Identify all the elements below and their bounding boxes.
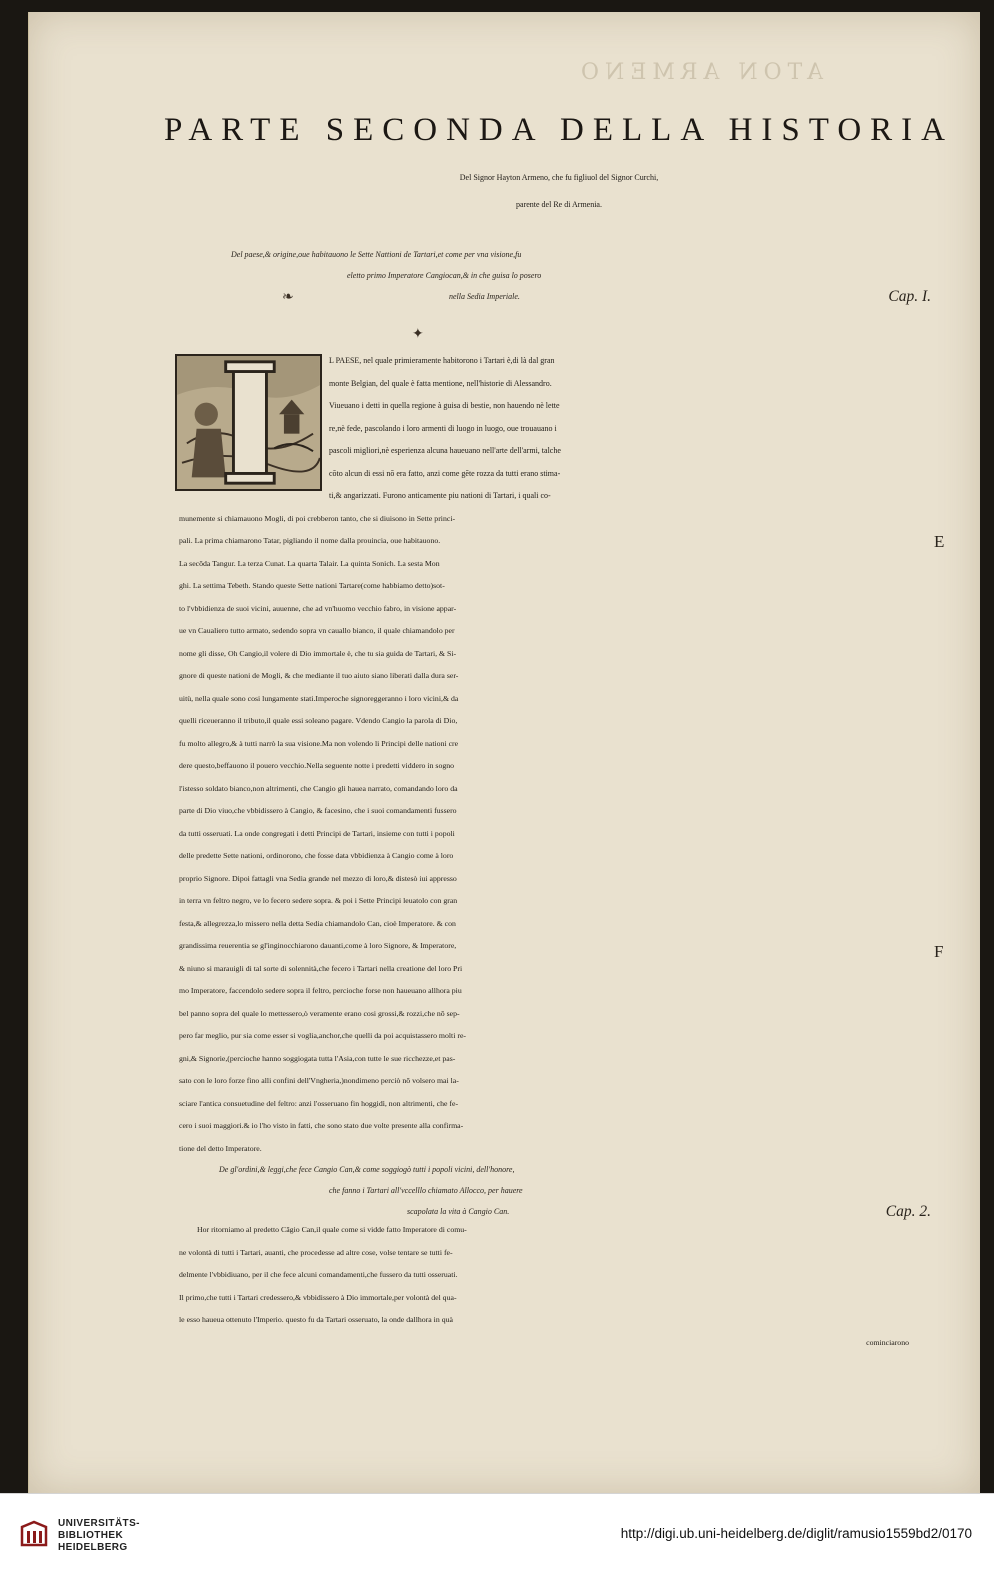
text-line: pero far meglio, pur sia come esser si voglia,anchor,che quelli da poi acquistassero molti re- [179, 1031, 466, 1040]
text-line: l'istesso soldato bianco,non altrimenti, che Cangio gli hauea narrato, comandando loro da [179, 783, 458, 793]
text-line: delmente l'vbbidiuano, per il che fece alcuni comandamenti,che fussero da tutti osseruati. [179, 1270, 458, 1279]
chapter-number: Cap. I. [888, 288, 931, 305]
subtitle-line: parente del Re di Armenia. [516, 200, 602, 209]
chapter-heading-line: Del paese,& origine,oue habitauono le Sette Nattioni de Tartari,et come per vna visione,fu [231, 250, 522, 259]
text-line: cero i suoi maggiori.& io l'ho visto in fatti, che sono stato due volte presente alla confirma- [179, 1121, 464, 1130]
margin-note: E [934, 532, 945, 551]
text-line: ti,& angarizzati. Furono anticamente piu nationi di Tartari, i quali co- [329, 491, 551, 500]
text-line: nome gli disse, Oh Cangio,il volere di Dio immortale è, che tu sia guida de Tartari, & Si- [179, 648, 457, 658]
text-line: to l'vbbidienza de suoi vicini, auuenne, che ad vn'huomo vecchio fabro, in visione appar- [179, 603, 457, 613]
library-name [58, 1518, 140, 1554]
chapter-2-heading [179, 1159, 949, 1222]
text-line: Hor ritorniamo al predetto Cāgio Can,il quale come si vidde fatto Imperatore di comu- [197, 1225, 467, 1234]
bleed-through-text: ATON ARMENO [575, 60, 823, 85]
text-line: quelli riceueranno il tributo,il quale essi soleano pagare. Vdendo Cangio la parola di Dio, [179, 716, 458, 725]
text-line: tione del detto Imperatore. [179, 1143, 262, 1153]
text-line: sciare l'antica consuetudine del feltro: anzi l'osseruano fin hoggidì, non altrimenti, che fe- [179, 1098, 459, 1108]
text-line: grandissima reuerentia se gl'inginocchiarono dauanti,come à loro Signore, & Imperatore, [179, 941, 457, 950]
text-line: ghi. La settima Tebeth. Stando queste Sette nationi Tartare(come habbiamo detto)sot- [179, 581, 445, 590]
text-line: Viueuano i detti in quella regione à guisa di bestie, non hauendo nè lette [329, 401, 560, 410]
text-line: parte di Dio viuo,che vbbidissero à Cangio, & facesino, che i suoi comandamenti fussero [179, 806, 457, 815]
text-line: monte Belgian, del quale è fatta mentione, nell'historie di Alessandro. [329, 378, 552, 388]
text-line: mo Imperatore, faccendolo sedere sopra il feltro, percioche forse non haueuano allhora piu [179, 986, 462, 995]
fleuron-ornament: ❧ [282, 289, 294, 305]
chapter-2-text [179, 1219, 949, 1354]
viewer-footer [0, 1493, 994, 1591]
chapter-heading-line: De gl'ordini,& leggi,che fece Cangio Can,& come soggiogò tutti i popoli vicini, dell'honore, [219, 1165, 515, 1174]
permalink-url[interactable]: http://digi.ub.uni-heidelberg.de/diglit/ramusio1559bd2/0170 [620, 1526, 972, 1541]
margin-note: F [934, 942, 944, 961]
text-line: munemente si chiamauono Mogli, di poi crebberon tanto, che si diuisono in Sette princi- [179, 513, 456, 523]
text-line: uitù, nella quale sono cosi lungamente stati.Imperoche signoreggeranno i loro vicini,& da [179, 693, 459, 703]
catchword: cominciarono [866, 1337, 909, 1347]
scanned-page [28, 12, 980, 1493]
library-name-line: UNIVERSITÄTS- [58, 1518, 140, 1529]
chapter-1-text [179, 350, 949, 1160]
text-line: Il primo,che tutti i Tartari credessero,& vbbidissero à Dio immortale,per volontà del qua- [179, 1292, 457, 1302]
subtitle [179, 164, 939, 218]
chapter-number: Cap. 2. [885, 1203, 931, 1220]
text-line: gni,& Signorie,(percioche hanno soggiogata tutta l'Asia,con tutte le sue ricchezze,et pas- [179, 1053, 456, 1063]
library-name-line: HEIDELBERG [58, 1542, 128, 1553]
text-line: pascoli migliori,nè esperienza alcuna haueuano nell'arte dell'armi, talche [329, 446, 561, 455]
fleuron-ornament: ✦ [412, 326, 424, 342]
text-line: da tutti osseruati. La onde congregati i detti Principi de Tartari, insieme con tutti i popoli [179, 828, 455, 838]
chapter-1-heading [179, 244, 949, 307]
text-line: proprio Signore. Dipoi fattagli vna Sedia grande nel mezzo di loro,& distesò iui appresso [179, 873, 457, 883]
text-line: delle predette Sette nationi, ordinorono, che fosse data vbbidienza à Cangio come à loro [179, 851, 454, 860]
text-line: cōto alcun di essi nō era fatto, anzi come gēte rozza da tutti erano stima- [329, 468, 561, 478]
text-line: ne volontà di tutti i Tartari, auanti, che procedesse ad altre cose, volse tentare se tutti fe- [179, 1247, 453, 1257]
text-line: festa,& allegrezza,lo missero nella detta Sedia chiamandolo Can, cioè Imperatore. & con [179, 918, 456, 928]
text-line: fu molto allegro,& à tutti narrò la sua visione.Ma non volendo li Principi delle nationi cre [179, 738, 459, 748]
text-line: dere questo,beffauono il pouero vecchio.Nella seguente notte i predetti viddero in sogno [179, 761, 455, 770]
text-line: ue vn Caualiero tutto armato, sedendo sopra vn cauallo bianco, il quale chiamandolo per [179, 626, 455, 635]
text-line: sato con le loro forze fino alli confini dell'Vngheria,)nondimeno perciò nō volsero mai la- [179, 1076, 459, 1085]
text-line: re,nè fede, pascolando i loro armenti di luogo in luogo, oue trouauano i [329, 423, 557, 433]
text-line: pali. La prima chiamarono Tatar, pigliando il nome dalla prouincia, oue habitauono. [179, 536, 441, 545]
chapter-heading-line: scapolata la vita à Cangio Can. [407, 1207, 510, 1216]
chapter-heading-line: nella Sedia Imperiale. [449, 292, 520, 301]
text-line: le esso haueua ottenuto l'Imperio. questo fu da Tartari osseruato, la onde dallhora in quà [179, 1315, 453, 1324]
page-title: PARTE SECONDA DELLA HISTORIA [164, 112, 954, 148]
text-line: in terra vn feltro negro, ve lo fecero sedere sopra. & poi i Sette Principi leuatolo con gran [179, 896, 458, 905]
text-line: & niuno si marauigli di tal sorte di solennità,che fecero i Tartari nella creatione del loro Pri [179, 963, 463, 973]
library-name-line: BIBLIOTHEK [58, 1530, 124, 1541]
library-logo-icon [18, 1519, 50, 1551]
text-line: bel panno sopra del quale lo mettessero,ò veramente erano cosi grossi,& rozzi,che nō sep- [179, 1008, 460, 1018]
text-line: gnore di queste nationi de Mogli, & che mediante il tuo aiuto siano liberati dalla dura ser- [179, 671, 459, 680]
text-line: La secōda Tangur. La terza Cunat. La quarta Talair. La quinta Sonich. La sesta Mon [179, 558, 440, 568]
subtitle-line: Del Signor Hayton Armeno, che fu figliuol del Signor Curchi, [459, 173, 659, 182]
chapter-heading-line: eletto primo Imperatore Cangiocan,& in che guisa lo posero [347, 271, 542, 280]
text-line: L PAESE, nel quale primieramente habitorono i Tartari è,di là dal gran [329, 356, 555, 365]
chapter-heading-line: che fanno i Tartari all'vccelllo chiamato Allocco, per hauere [329, 1186, 523, 1195]
